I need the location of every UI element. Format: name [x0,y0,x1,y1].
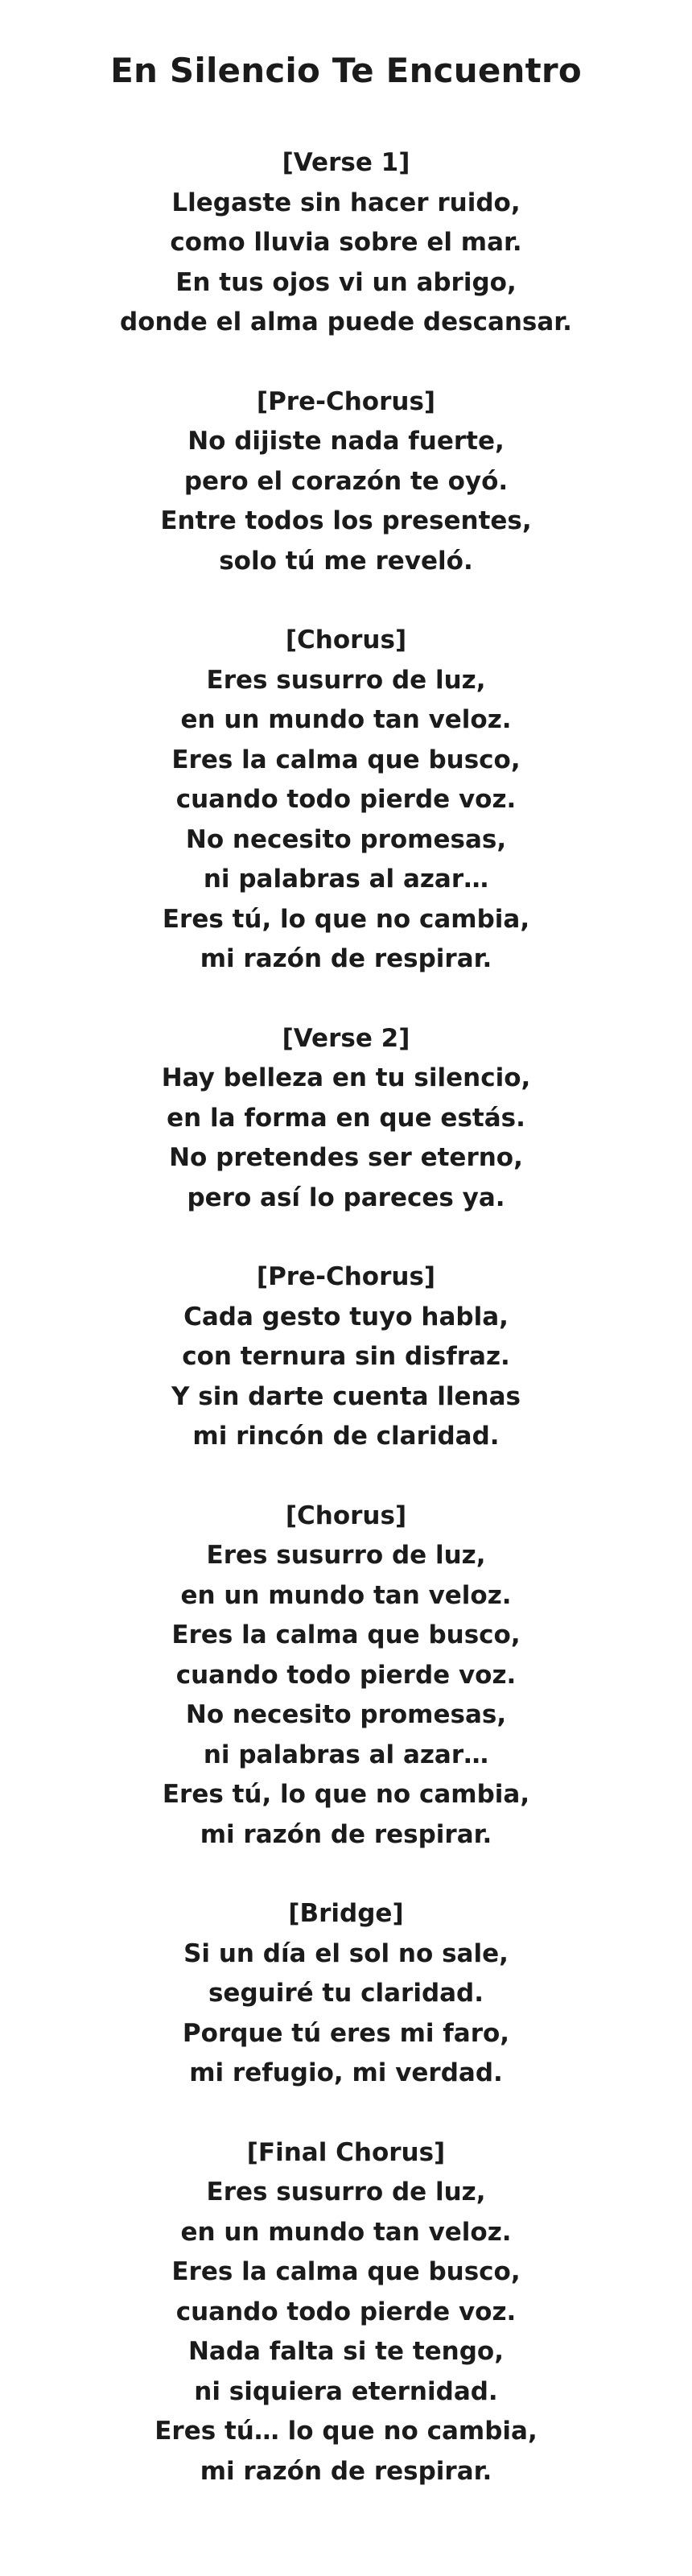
lyric-line: pero así lo pareces ya. [187,1183,505,1212]
lyric-line: seguiré tu claridad. [208,1979,484,2008]
lyric-line: Hay belleza en tu silencio, [161,1063,531,1092]
lyric-line: Nada falta si te tengo, [187,2337,504,2366]
section-label: [Verse 1] [282,148,410,177]
lyric-line: Eres susurro de luz, [206,665,486,695]
lyric-line: Eres susurro de luz, [206,2178,486,2207]
lyric-line: en la forma en que estás. [167,1103,525,1133]
lyric-line: como lluvia sobre el mar. [170,228,522,257]
lyric-line: ni palabras al azar… [203,1740,489,1769]
section-label: [Chorus] [285,1501,407,1530]
lyric-line: En tus ojos vi un abrigo, [175,267,517,297]
lyric-line: No pretendes ser eterno, [169,1143,523,1172]
section-label: [Final Chorus] [246,2137,446,2167]
lyric-line: Eres tú, lo que no cambia, [162,904,530,934]
lyric-line: cuando todo pierde voz. [175,1660,517,1690]
lyric-line: mi refugio, mi verdad. [189,2058,503,2087]
lyric-line: No necesito promesas, [185,1700,507,1729]
lyrics-section [0,1496,692,1856]
section-label: [Chorus] [285,625,407,654]
section-label: [Bridge] [288,1899,404,1928]
lyric-line: Eres tú… lo que no cambia, [154,2417,538,2446]
lyric-line: Llegaste sin hacer ruido, [171,188,521,217]
lyric-line: Y sin darte cuenta llenas [171,1381,521,1411]
lyric-line: en un mundo tan veloz. [180,705,512,734]
lyric-line: en un mundo tan veloz. [180,1580,512,1610]
lyric-line: ni palabras al azar… [203,865,489,894]
lyric-line: Eres la calma que busco, [171,745,521,774]
lyrics-body [0,143,692,2491]
section-label: [Verse 2] [282,1023,410,1053]
lyric-line: donde el alma puede descansar. [120,308,572,336]
lyric-line: Cada gesto tuyo habla, [183,1302,509,1331]
section-label: [Pre-Chorus] [256,386,436,416]
song-title: En Silencio Te Encuentro [110,51,582,90]
lyric-line: Eres la calma que busco, [171,1620,521,1649]
lyric-line: Entre todos los presentes, [160,506,532,535]
lyric-line: Porque tú eres mi faro, [182,2018,510,2048]
lyric-line: mi razón de respirar. [200,1819,492,1849]
lyric-line: Eres la calma que busco, [171,2257,521,2286]
lyric-line: mi rincón de claridad. [192,1422,500,1451]
lyrics-section [0,2133,692,2492]
lyric-line: pero el corazón te oyó. [183,466,509,496]
lyrics-section [0,1019,692,1219]
lyrics-section [0,621,692,980]
lyric-line: ni siquiera eternidad. [194,2376,498,2406]
lyrics-section [0,1894,692,2094]
lyrics-section [0,1257,692,1457]
lyric-line: con ternura sin disfraz. [182,1342,510,1371]
lyric-line: cuando todo pierde voz. [175,785,517,814]
lyric-line: No necesito promesas, [185,824,507,854]
lyric-line: Eres susurro de luz, [206,1541,486,1570]
lyric-line: Si un día el sol no sale, [183,1938,509,1968]
lyrics-section [0,143,692,343]
lyric-line: cuando todo pierde voz. [175,2297,517,2326]
lyrics-section [0,382,692,582]
section-label: [Pre-Chorus] [256,1262,436,1291]
lyric-line: No dijiste nada fuerte, [187,427,505,456]
lyric-line: mi razón de respirar. [200,944,492,973]
lyric-line: Eres tú, lo que no cambia, [162,1780,530,1809]
lyric-line: en un mundo tan veloz. [180,2217,512,2247]
lyric-line: solo tú me reveló. [219,546,473,576]
lyric-line: mi razón de respirar. [200,2456,492,2486]
